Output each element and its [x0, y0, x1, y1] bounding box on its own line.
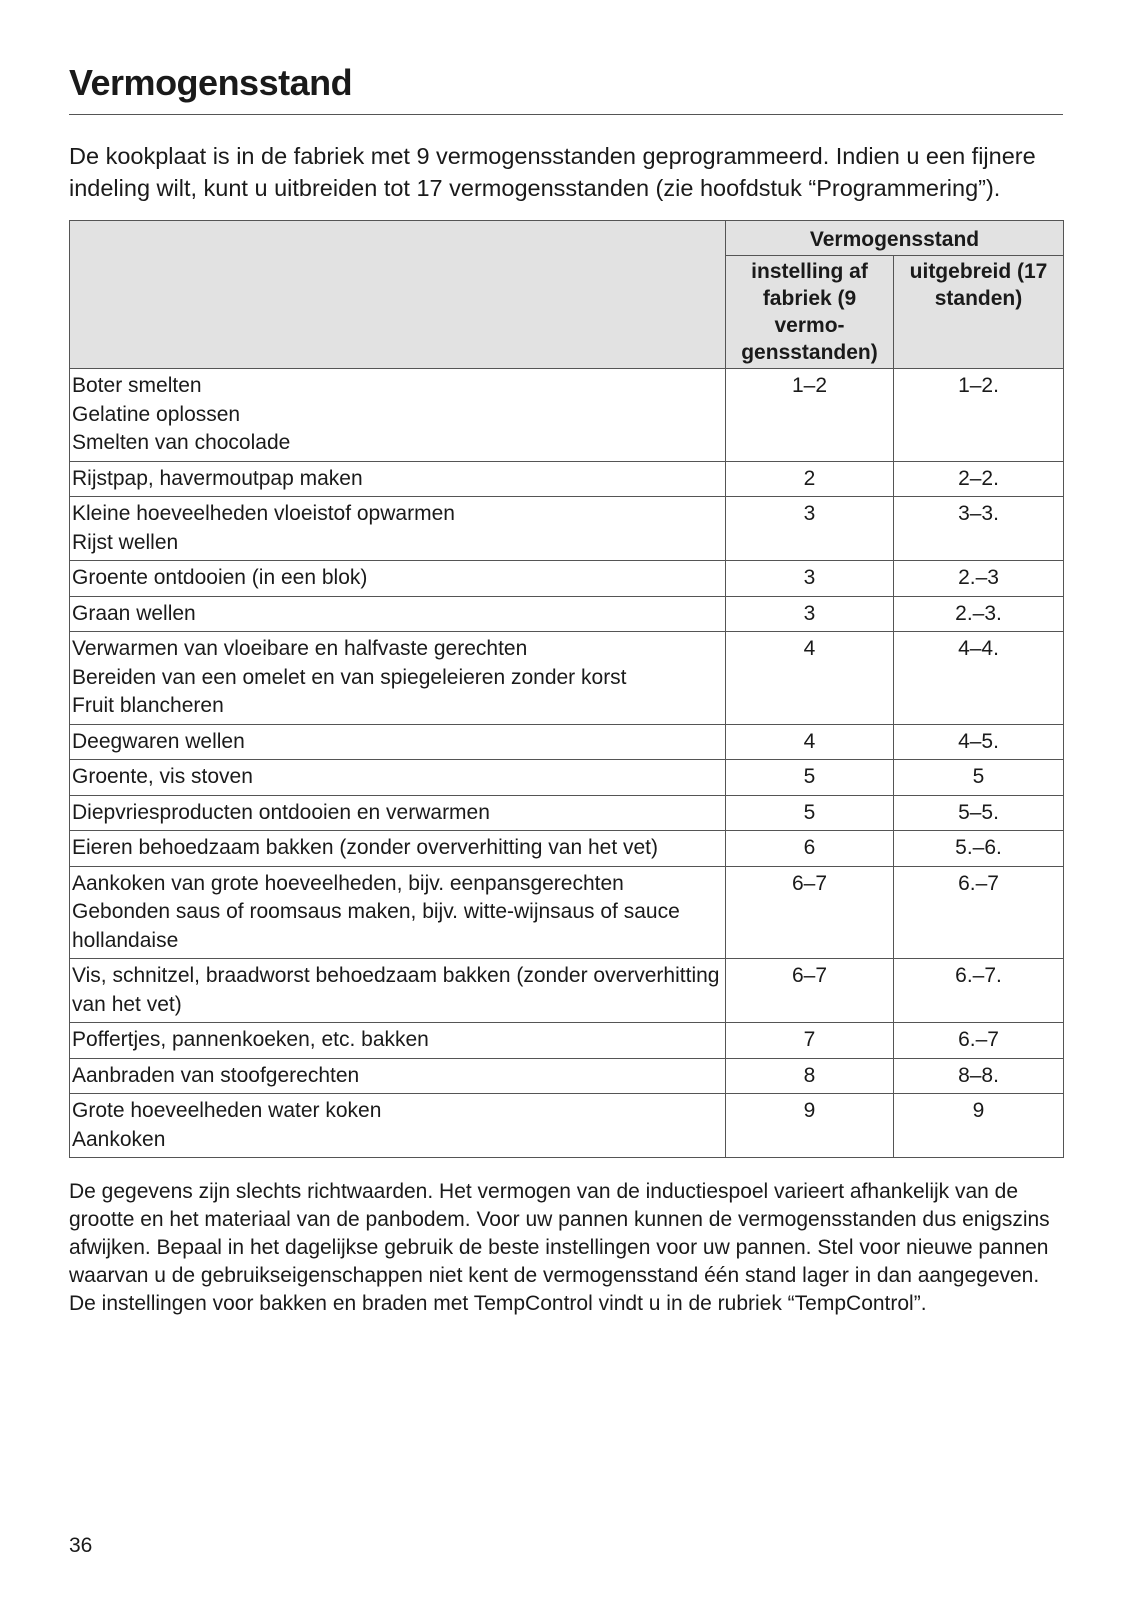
table-row: [70, 795, 1064, 831]
table-body: [70, 369, 1064, 1158]
factory-setting-cell: 1–2: [726, 369, 894, 462]
factory-setting-cell: 9: [726, 1094, 894, 1158]
task-cell: [70, 1023, 726, 1059]
intro-paragraph: De kookplaat is in de fabriek met 9 vermogensstanden geprogrammeerd. Indien u een fijnere indeling wilt, kunt u uitbreiden tot 17 vermogensstanden (zie hoofdstuk “Programmering”).: [69, 143, 1036, 201]
task-line: Fruit blancheren: [72, 694, 224, 717]
task-line: Groente, vis stoven: [72, 765, 253, 788]
table-row: [70, 561, 1064, 597]
power-level-table: [69, 220, 1064, 1158]
table-row: [70, 1023, 1064, 1059]
factory-setting-cell: 5: [726, 795, 894, 831]
task-cell: [70, 1058, 726, 1094]
extended-setting-cell: 8–8.: [894, 1058, 1064, 1094]
factory-setting-cell: 8: [726, 1058, 894, 1094]
table-row: [70, 497, 1064, 561]
task-line: Groente ontdooien (in een blok): [72, 566, 368, 589]
table-header-group: Vermogensstand: [726, 221, 1064, 256]
extended-setting-cell: 6.–7.: [894, 959, 1064, 1023]
task-line: Verwarmen van vloeibare en halfvaste gerechten: [72, 637, 528, 660]
table-row: [70, 632, 1064, 725]
factory-setting-cell: 6–7: [726, 866, 894, 959]
task-line: Vis, schnitzel, braadworst behoedzaam bakken (zonder oververhitting van het vet): [72, 964, 720, 1016]
table-row: [70, 461, 1064, 497]
factory-setting-cell: 2: [726, 461, 894, 497]
extended-setting-cell: 2.–3.: [894, 596, 1064, 632]
extended-setting-cell: 4–5.: [894, 724, 1064, 760]
extended-setting-cell: 6.–7: [894, 866, 1064, 959]
factory-setting-cell: 6: [726, 831, 894, 867]
table-row: [70, 760, 1064, 796]
task-line: Grote hoeveelheden water koken: [72, 1099, 382, 1122]
table-row: [70, 596, 1064, 632]
table-row: [70, 866, 1064, 959]
extended-setting-cell: 4–4.: [894, 632, 1064, 725]
task-line: Aankoken: [72, 1127, 166, 1151]
task-cell: [70, 1094, 726, 1158]
extended-setting-cell: 2.–3: [894, 561, 1064, 597]
table-row: [70, 1094, 1064, 1158]
task-cell: [70, 497, 726, 561]
factory-setting-cell: 3: [726, 561, 894, 597]
note-paragraph: De gegevens zijn slechts richtwaarden. Het vermogen van de inductiespoel varieert afhankelijk van de grootte en het materiaal van de panbodem. Voor uw pannen kunnen de vermogensstanden dus enigszins afwijken. Bepaal in het dagelijkse gebruik de beste instellingen voor uw pannen. Stel voor nieuwe pannen waarvan u de gebruikseigenschappen niet kent de vermogensstand één stand lager in dan aangegeven. De instellingen voor bakken en braden met TempControl vindt u in de rubriek “TempControl”.: [69, 1180, 1050, 1315]
extended-setting-cell: 1–2.: [894, 369, 1064, 462]
factory-setting-cell: 3: [726, 497, 894, 561]
extended-setting-cell: 9: [894, 1094, 1064, 1158]
task-line: Bereiden van een omelet en van spiegeleieren zonder korst: [72, 665, 627, 689]
task-line: Gebonden saus of roomsaus maken, bijv. witte-wijnsaus of sauce hollandaise: [72, 900, 680, 952]
task-line: Eieren behoedzaam bakken (zonder oververhitting van het vet): [72, 836, 659, 859]
factory-setting-cell: 7: [726, 1023, 894, 1059]
table-row: [70, 959, 1064, 1023]
table-row: [70, 724, 1064, 760]
extended-setting-cell: 5: [894, 760, 1064, 796]
task-line: Deegwaren wellen: [72, 729, 245, 753]
task-line: Rijst wellen: [72, 530, 179, 554]
factory-setting-cell: 3: [726, 596, 894, 632]
task-line: Graan wellen: [72, 601, 196, 625]
task-line: Smelten van chocolade: [72, 431, 291, 454]
task-cell: [70, 724, 726, 760]
task-cell: [70, 760, 726, 796]
page-number: 36: [69, 1534, 93, 1557]
page-content: [69, 62, 1063, 1318]
table-header-extended: uitgebreid (17 standen): [894, 256, 1064, 369]
factory-setting-cell: 4: [726, 632, 894, 725]
task-line: Kleine hoeveelheden vloeistof opwarmen: [72, 502, 455, 525]
task-cell: [70, 561, 726, 597]
extended-setting-cell: 5–5.: [894, 795, 1064, 831]
task-line: Rijstpap, havermoutpap maken: [72, 466, 363, 490]
task-cell: [70, 866, 726, 959]
factory-setting-cell: 4: [726, 724, 894, 760]
table-header-factory: instelling af fabriek (9 vermo- gensstanden): [726, 256, 894, 369]
task-line: Aankoken van grote hoeveelheden, bijv. eenpansgerechten: [72, 871, 624, 895]
task-line: Poffertjes, pannenkoeken, etc. bakken: [72, 1028, 429, 1051]
task-cell: [70, 461, 726, 497]
extended-setting-cell: 6.–7: [894, 1023, 1064, 1059]
task-line: Gelatine oplossen: [72, 402, 241, 426]
factory-setting-cell: 5: [726, 760, 894, 796]
task-line: Aanbraden van stoofgerechten: [72, 1063, 360, 1087]
task-cell: [70, 369, 726, 462]
task-cell: [70, 632, 726, 725]
table-header-blank: [70, 221, 726, 369]
task-cell: [70, 959, 726, 1023]
extended-setting-cell: 2–2.: [894, 461, 1064, 497]
extended-setting-cell: 5.–6.: [894, 831, 1064, 867]
table-row: [70, 831, 1064, 867]
table-row: [70, 1058, 1064, 1094]
extended-setting-cell: 3–3.: [894, 497, 1064, 561]
table-row: [70, 369, 1064, 462]
page-title: Vermogensstand: [69, 62, 1063, 115]
factory-setting-cell: 6–7: [726, 959, 894, 1023]
task-line: Diepvriesproducten ontdooien en verwarmen: [72, 800, 490, 824]
task-cell: [70, 795, 726, 831]
task-cell: [70, 596, 726, 632]
task-line: Boter smelten: [72, 374, 202, 397]
task-cell: [70, 831, 726, 867]
